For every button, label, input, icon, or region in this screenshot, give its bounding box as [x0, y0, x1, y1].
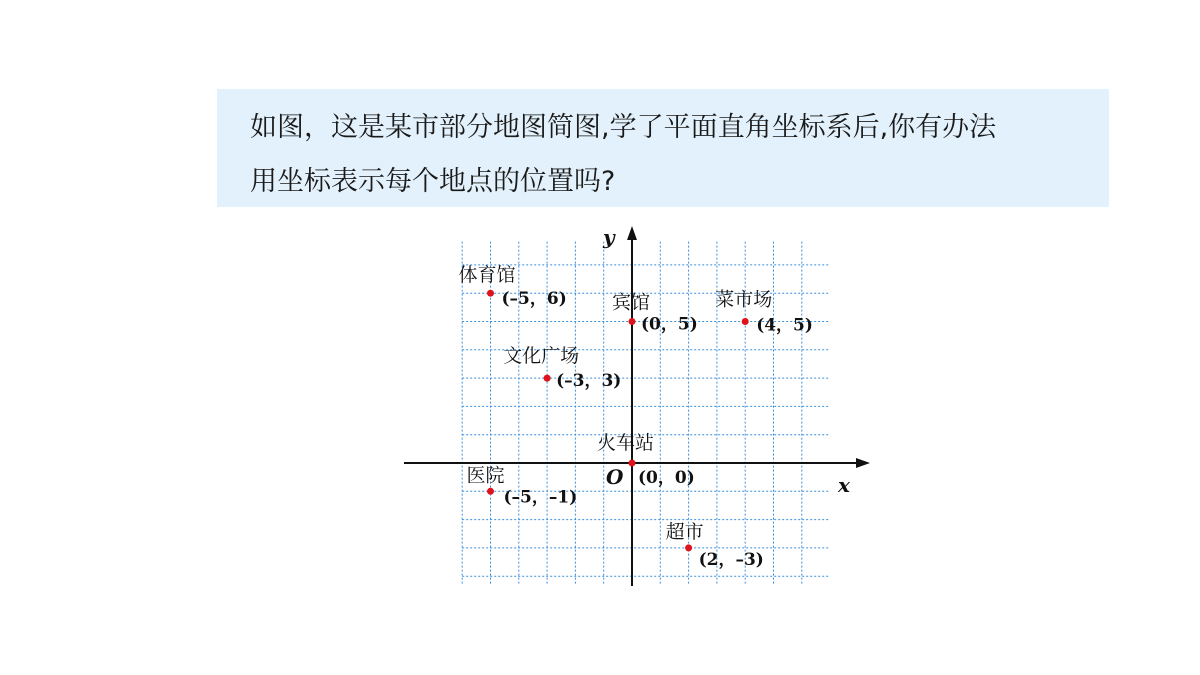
location-coordinate: (–3，3): [556, 371, 622, 392]
location-name: 文化广场: [503, 345, 580, 368]
location-name: 体育馆: [458, 264, 516, 287]
location-name: 宾馆: [612, 291, 651, 314]
location-coordinate: (0，0): [638, 468, 695, 488]
location-coordinate: (–5，–1): [503, 487, 578, 508]
question-line-2: 用坐标表示每个地点的位置吗?: [250, 166, 616, 197]
location-point: [487, 290, 494, 297]
y-axis-label: y: [603, 225, 615, 249]
location-coordinate: (4，5): [756, 315, 813, 336]
location-coordinate: (0，5): [641, 314, 698, 335]
origin-label: O: [606, 465, 624, 489]
x-axis-arrow-icon: [856, 458, 870, 468]
location-name: 火车站: [597, 432, 655, 454]
location-name: 医院: [466, 464, 505, 487]
location-point: [629, 460, 636, 467]
question-line-1: 如图，这是某市部分地图简图,学了平面直角坐标系后,你有办法: [250, 112, 997, 143]
location-coordinate: (–5，6): [501, 289, 567, 310]
location-point: [487, 488, 494, 495]
location-point: [742, 318, 749, 325]
x-axis-label: x: [838, 473, 850, 497]
location-coordinate: (2，–3): [698, 549, 764, 570]
location-point: [544, 375, 551, 382]
location-point: [685, 544, 692, 551]
location-name: 超市: [665, 520, 704, 543]
location-name: 菜市场: [715, 288, 773, 311]
location-point: [629, 318, 636, 325]
y-axis-arrow-icon: [627, 226, 637, 240]
